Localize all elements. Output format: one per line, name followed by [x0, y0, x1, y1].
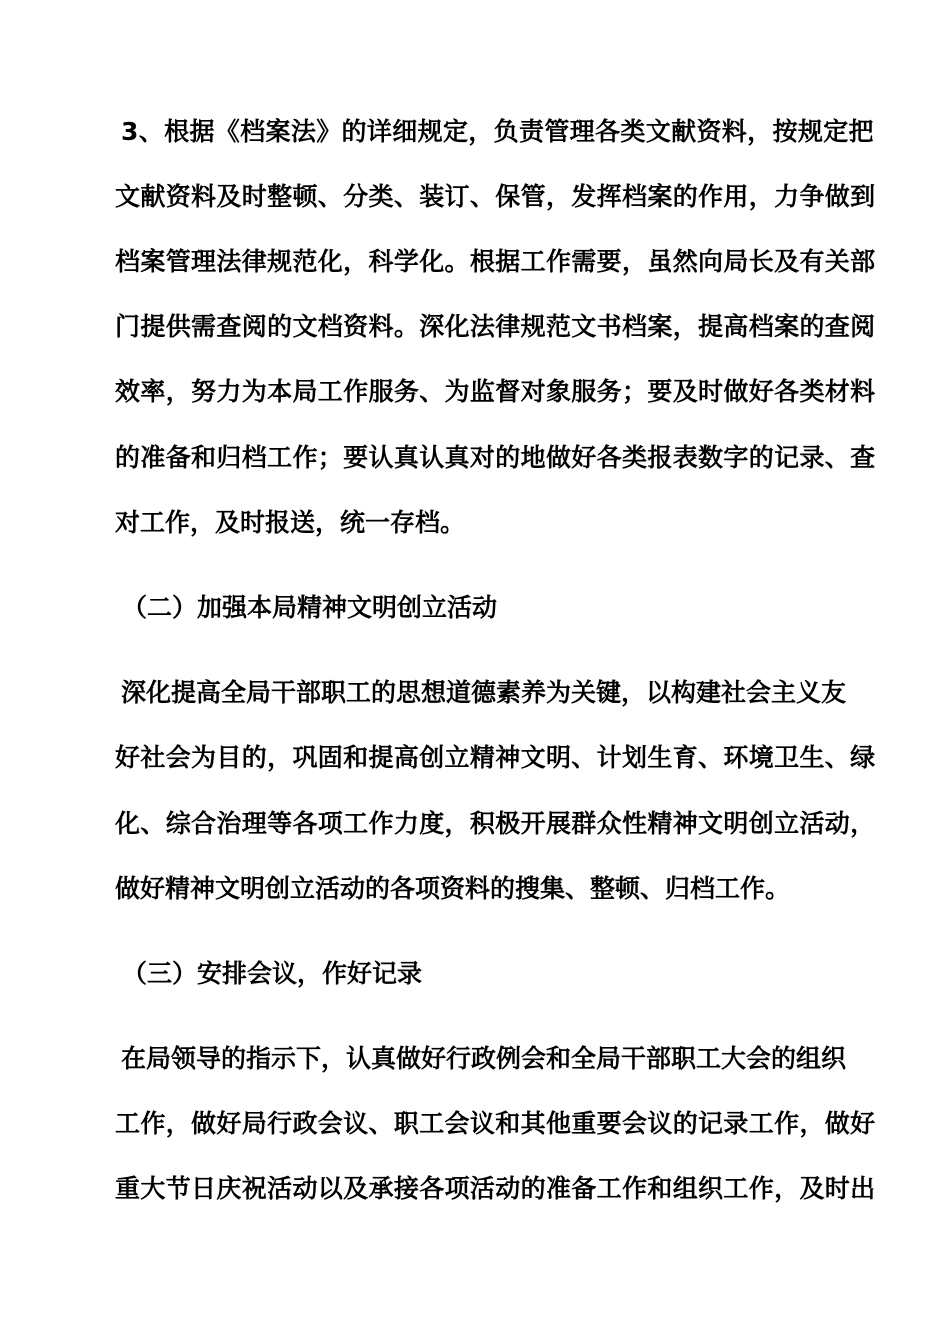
paragraph-3-line-1: 在局领导的指示下，认真做好行政例会和全局干部职工大会的组织	[121, 1044, 847, 1073]
paragraph-1-line-3: 档案管理法律规范化，科学化。根据工作需要，虽然向局长及有关部	[115, 247, 876, 276]
paragraph-3-line-3: 重大节日庆祝活动以及承接各项活动的准备工作和组织工作，及时出	[115, 1174, 876, 1203]
paragraph-2-line-4: 做好精神文明创立活动的各项资料的搜集、整顿、归档工作。	[115, 874, 791, 903]
paragraph-1-line-6: 的准备和归档工作；要认真认真对的地做好各类报表数字的记录、查	[115, 443, 876, 472]
section-heading-3: （三）安排会议，作好记录	[122, 959, 423, 988]
paragraph-2-line-3: 化、综合治理等各项工作力度，积极开展群众性精神文明创立活动，	[115, 809, 876, 838]
paragraph-2-line-2: 好社会为目的，巩固和提高创立精神文明、计划生育、环境卫生、绿	[115, 743, 876, 772]
section-heading-2: （二）加强本局精神文明创立活动	[122, 593, 498, 622]
paragraph-1-line-7: 对工作，及时报送，统一存档。	[115, 508, 466, 537]
paragraph-1-line-5: 效率，努力为本局工作服务、为监督对象服务；要及时做好各类材料	[115, 377, 876, 406]
paragraph-1-line-2: 文献资料及时整顿、分类、装订、保管，发挥档案的作用，力争做到	[115, 182, 876, 211]
paragraph-2-line-1: 深化提高全局干部职工的思想道德素养为关键，以构建社会主义友	[121, 678, 847, 707]
paragraph-1-line-4: 门提供需查阅的文档资料。深化法律规范文书档案，提高档案的查阅	[115, 312, 876, 341]
paragraph-3-line-2: 工作，做好局行政会议、职工会议和其他重要会议的记录工作，做好	[115, 1109, 876, 1138]
paragraph-1-line-1: 3、根据《档案法》的详细规定，负责管理各类文献资料，按规定把	[121, 117, 874, 146]
